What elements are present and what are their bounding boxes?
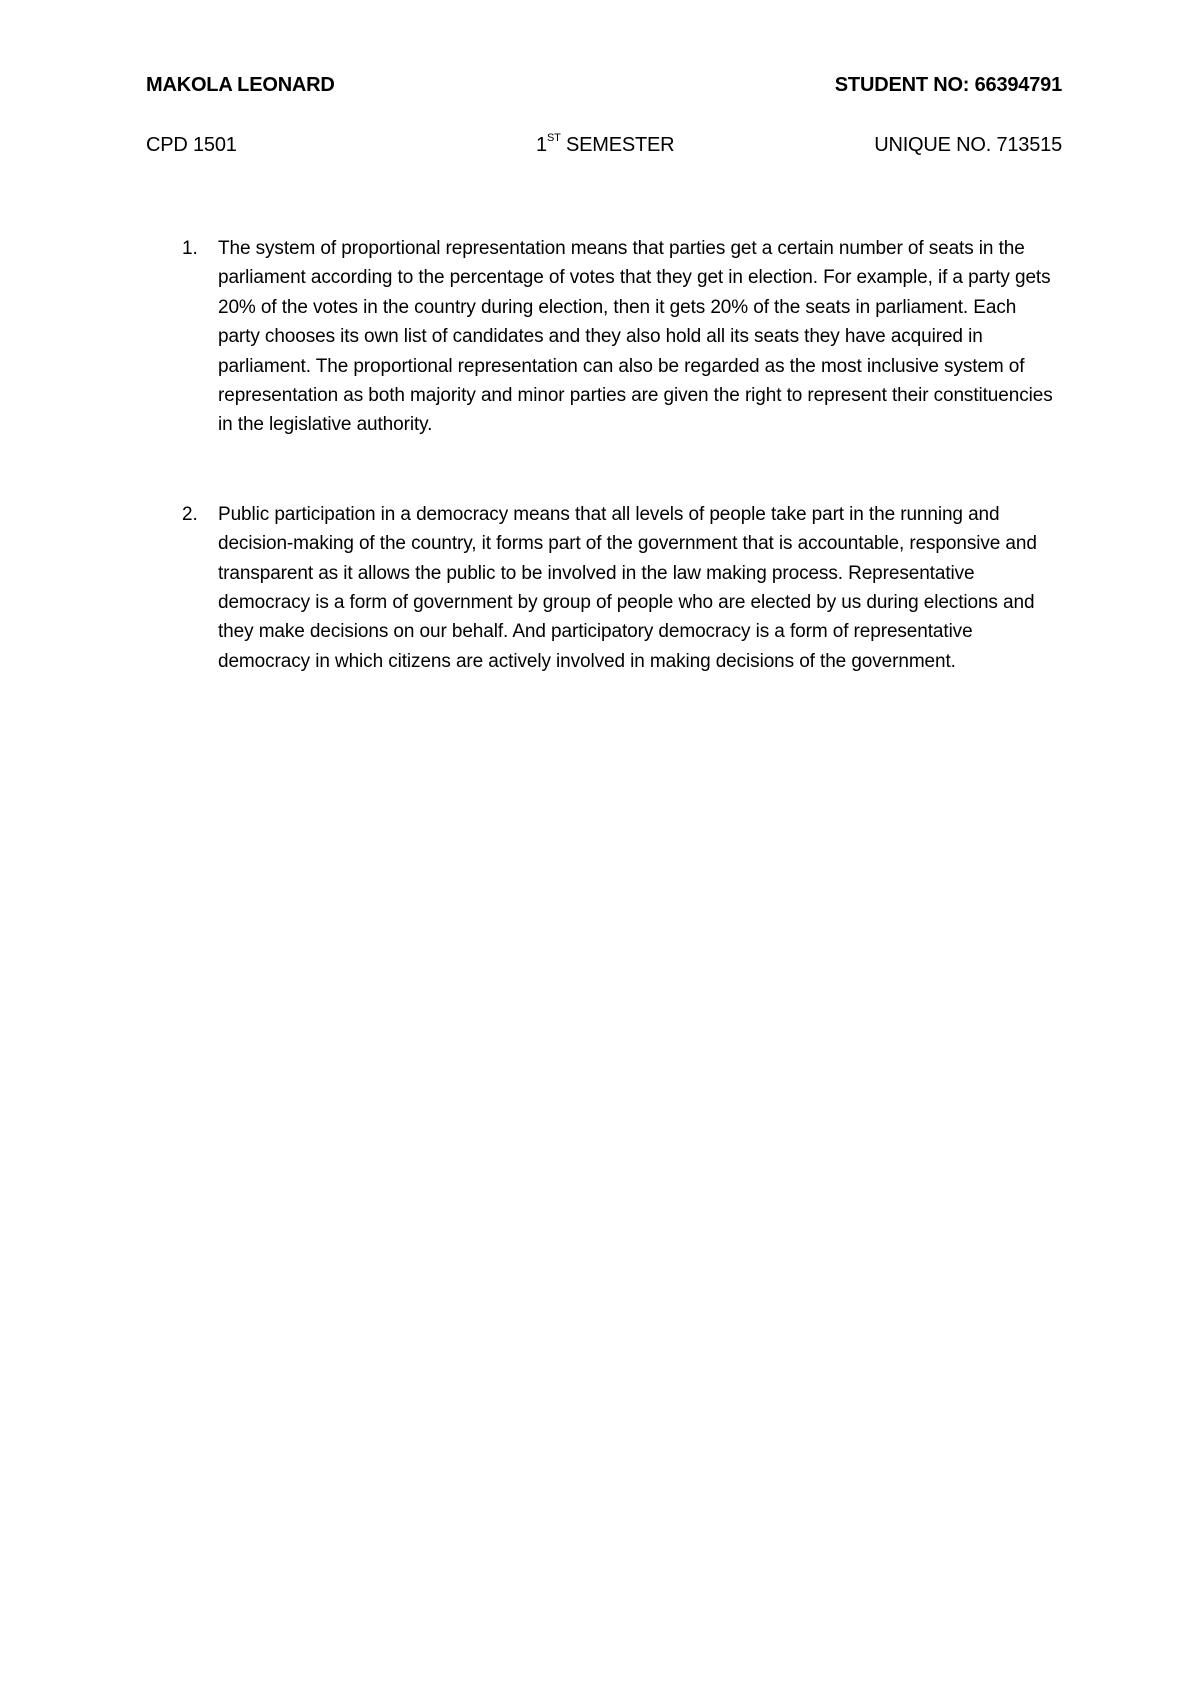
student-name: MAKOLA LEONARD: [146, 74, 335, 96]
answer-text: The system of proportional representation means that parties get a certain number of seats in the parliament according to the percentage of votes that they get in election. For example, if a party gets 20% of the votes in the country during election, then it gets 20% of the seats in parliament. Each party chooses its own list of candidates and they also hold all its seats they have acquired in parliament. The proportional representation can also be regarded as the most inclusive system of representation as both majority and minor parties are given the right to represent their constituencies in the legislative authority.: [218, 238, 1053, 436]
answer-list: [146, 234, 1062, 676]
header-row-identity: [146, 70, 1062, 100]
answer-number: 1.: [182, 238, 198, 259]
semester-label: SEMESTER: [560, 134, 675, 156]
student-number: STUDENT NO: 66394791: [834, 74, 1062, 96]
semester: [536, 130, 674, 160]
answer-number: 2.: [182, 503, 198, 525]
header-row-course: [146, 130, 1062, 160]
unique-number: UNIQUE NO. 713515: [874, 134, 1062, 156]
course-code: CPD 1501: [146, 134, 237, 156]
semester-suffix: ST: [546, 132, 561, 145]
answer-item: [146, 234, 1062, 440]
semester-number: 1: [536, 134, 547, 156]
answer-text: Public participation in a democracy means that all levels of people take part in the running and decision-making of the country, it forms part of the government that is accountable, responsive and transparent as it allows the public to be involved in the law making process. Representative democracy is a form of government by group of people who are elected by us during elections and they make decisions on our behalf. And participatory democracy is a form of representative democracy in which citizens are actively involved in making decisions of the government.: [218, 503, 1037, 672]
answer-item: [146, 500, 1062, 676]
